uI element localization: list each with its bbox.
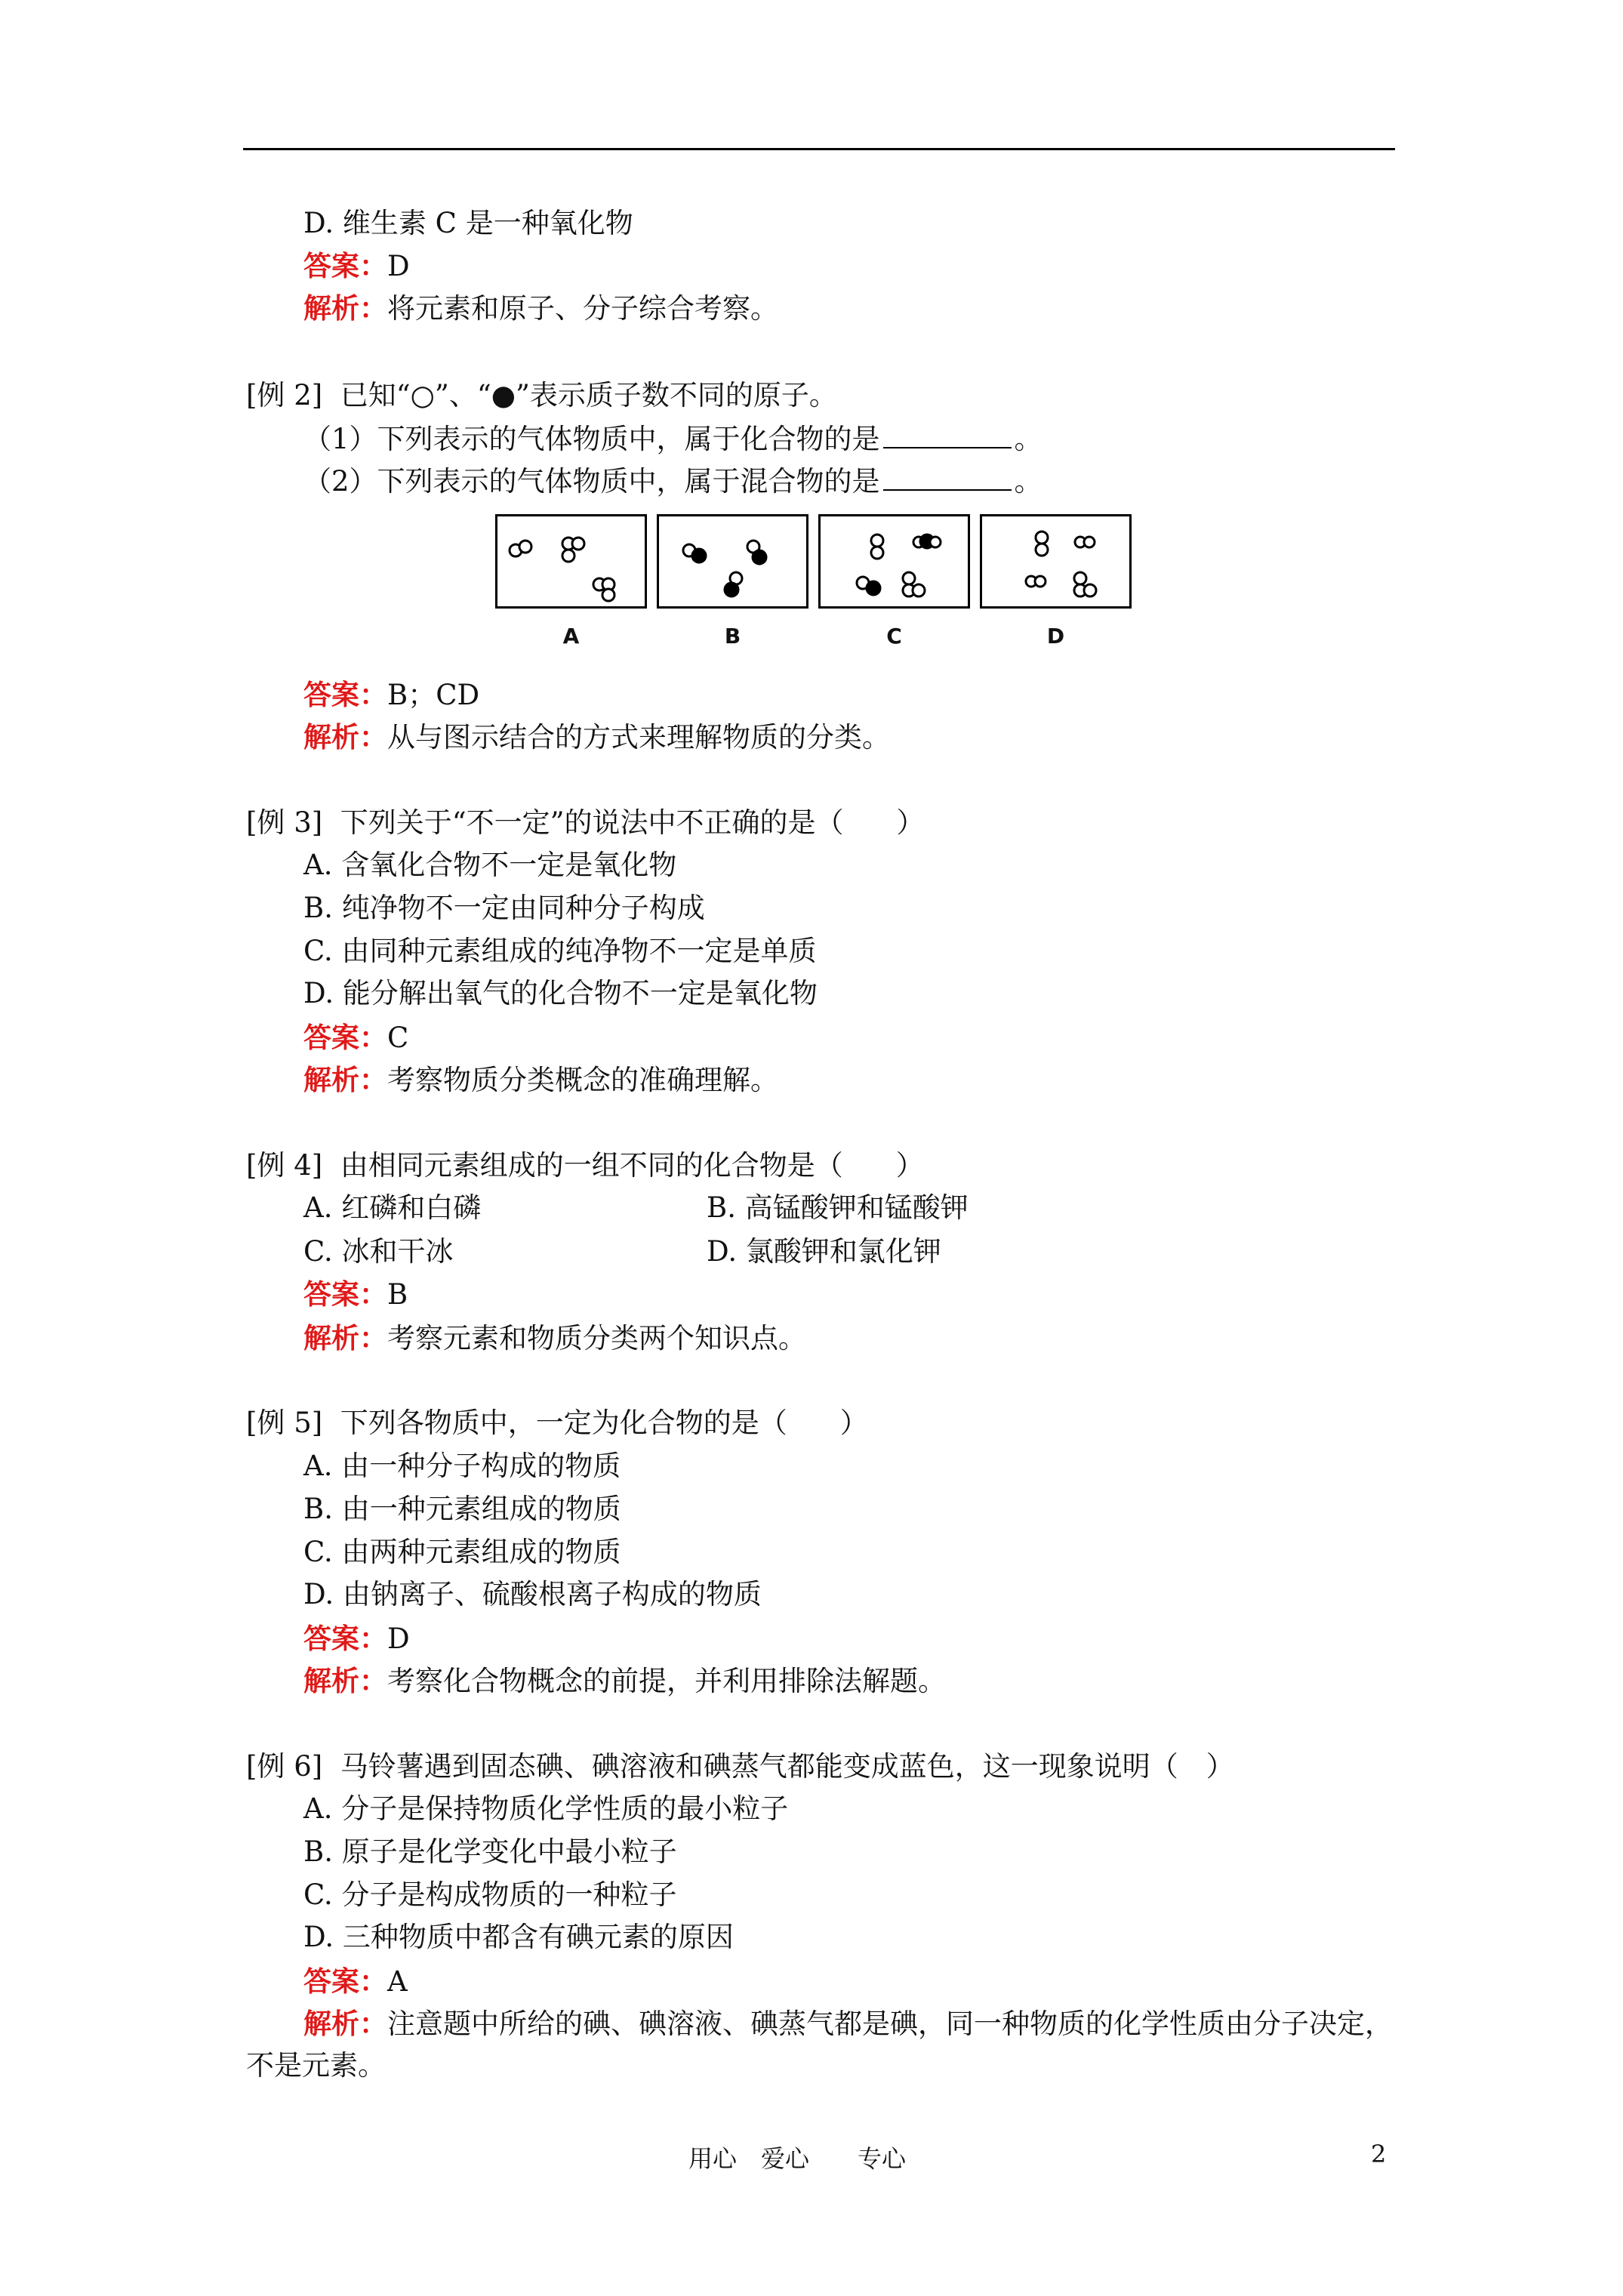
ex2-analysis [303,719,890,756]
q1-end: 。 [1014,423,1042,455]
analysis-label: 解析： [303,2007,387,2040]
analysis-text: 考察元素和物质分类两个知识点。 [387,1322,806,1354]
molecule-diagram-b [659,516,811,611]
header-rule [243,148,1395,150]
ex4-answer [303,1276,408,1313]
q1-text: （1）下列表示的气体物质中，属于化合物的是 [303,423,880,455]
stem-close: ） [896,806,925,839]
ex1-analysis [303,290,778,327]
ex5-option-c: C. 由两种元素组成的物质 [303,1536,621,1568]
ex6-stem [246,1749,1234,1785]
ex5-stem [246,1405,868,1441]
ex4-option-c: C. 冰和干冰 [303,1235,454,1268]
stem-close: ） [839,1407,868,1439]
ex5-answer [303,1620,410,1657]
footer-slogan: 用心 爱心 专心 [688,2144,907,2173]
ex6-option-d: D. 三种物质中都含有碘元素的原因 [303,1921,734,1953]
answer-value: C [387,1022,409,1054]
answer-label: 答案： [303,1277,387,1311]
ex6-option-b: B. 原子是化学变化中最小粒子 [303,1835,677,1868]
stem-text: 由相同元素组成的一组不同的化合物是（ [340,1149,843,1182]
analysis-text: 考察物质分类概念的准确理解。 [387,1064,778,1096]
stem-text: 下列关于“不一定”的说法中不正确的是（ [340,806,844,839]
answer-label: 答案： [303,1622,387,1655]
figure-box-d [980,514,1132,609]
stem-close: ） [895,1149,924,1182]
ex4-option-d: D. 氯酸钾和氯化钾 [707,1235,941,1268]
stem-text: 已知“○”、“●”表示质子数不同的原子。 [340,379,837,411]
analysis-text: 注意题中所给的碘、碘溶液、碘蒸气都是碘，同一种物质的化学性质由分子决定， [387,2008,1393,2040]
example-tag: [例 3] [246,806,323,839]
page-number: 2 [1371,2140,1387,2168]
ex3-option-b: B. 纯净物不一定由同种分子构成 [303,892,705,924]
ex3-analysis [303,1062,778,1099]
stem-text: 下列各物质中，一定为化合物的是（ [340,1407,787,1439]
molecule-diagram-c [821,516,972,611]
ex6-analysis [303,2005,1393,2042]
ex6-option-a: A. 分子是保持物质化学性质的最小粒子 [303,1792,789,1825]
ex1-option-d: D. 维生素 C 是一种氧化物 [303,207,633,239]
ex4-option-a: A. 红磷和白磷 [303,1191,482,1224]
answer-value: B [387,1278,408,1311]
molecule-diagram-d [982,516,1134,611]
answer-label: 答案： [303,678,387,711]
ex2-q2 [303,464,1042,500]
answer-value: D [387,250,410,282]
ex5-option-a: A. 由一种分子构成的物质 [303,1450,621,1482]
figure-label-a: A [562,624,580,649]
analysis-text: 将元素和原子、分子综合考察。 [387,292,778,325]
ex5-option-d: D. 由钠离子、硫酸根离子构成的物质 [303,1578,762,1610]
stem-text: 马铃薯遇到固态碘、碘溶液和碘蒸气都能变成蓝色，这一现象说明（ ） [340,1750,1234,1783]
answer-blank [883,423,1012,448]
analysis-label: 解析： [303,1063,387,1096]
ex3-option-d: D. 能分解出氧气的化合物不一定是氧化物 [303,977,818,1009]
analysis-label: 解析： [303,1321,387,1354]
answer-value: B；CD [387,679,480,711]
ex4-stem [246,1148,924,1184]
answer-label: 答案： [303,1021,387,1054]
example-tag: [例 2] [246,379,323,411]
ex1-answer [303,248,410,285]
molecule-diagram-a [497,516,649,611]
ex5-option-b: B. 由一种元素组成的物质 [303,1493,621,1525]
analysis-label: 解析： [303,720,387,754]
ex3-option-c: C. 由同种元素组成的纯净物不一定是单质 [303,935,817,967]
figure-box-b [657,514,808,609]
analysis-text: 从与图示结合的方式来理解物质的分类。 [387,721,890,754]
ex3-stem [246,805,925,841]
ex3-option-a: A. 含氧化合物不一定是氧化物 [303,849,677,881]
analysis-label: 解析： [303,1664,387,1697]
example-tag: [例 4] [246,1149,323,1182]
figure-label-b: B [724,624,741,649]
ex4-analysis [303,1320,806,1357]
ex2-q1 [303,421,1042,458]
ex6-option-c: C. 分子是构成物质的一种粒子 [303,1878,677,1911]
figure-label-d: D [1046,624,1065,649]
q2-text: （2）下列表示的气体物质中，属于混合物的是 [303,465,880,498]
answer-value: A [387,1965,408,1998]
analysis-text: 考察化合物概念的前提，并利用排除法解题。 [387,1665,946,1697]
answer-blank [883,465,1012,491]
ex6-answer [303,1963,408,2000]
ex2-stem [246,378,837,414]
answer-label: 答案： [303,1965,387,1998]
ex4-option-b: B. 高锰酸钾和锰酸钾 [707,1191,969,1224]
ex3-answer [303,1019,408,1056]
figure-box-c [818,514,970,609]
ex5-analysis [303,1663,946,1700]
analysis-label: 解析： [303,291,387,325]
ex2-answer [303,676,479,713]
example-tag: [例 6] [246,1750,323,1783]
figure-box-a [495,514,647,609]
answer-value: D [387,1623,410,1655]
q2-end: 。 [1014,465,1042,498]
answer-label: 答案： [303,249,387,282]
example-tag: [例 5] [246,1407,323,1439]
ex6-analysis-cont: 不是元素。 [246,2049,386,2082]
figure-label-c: C [886,624,902,649]
